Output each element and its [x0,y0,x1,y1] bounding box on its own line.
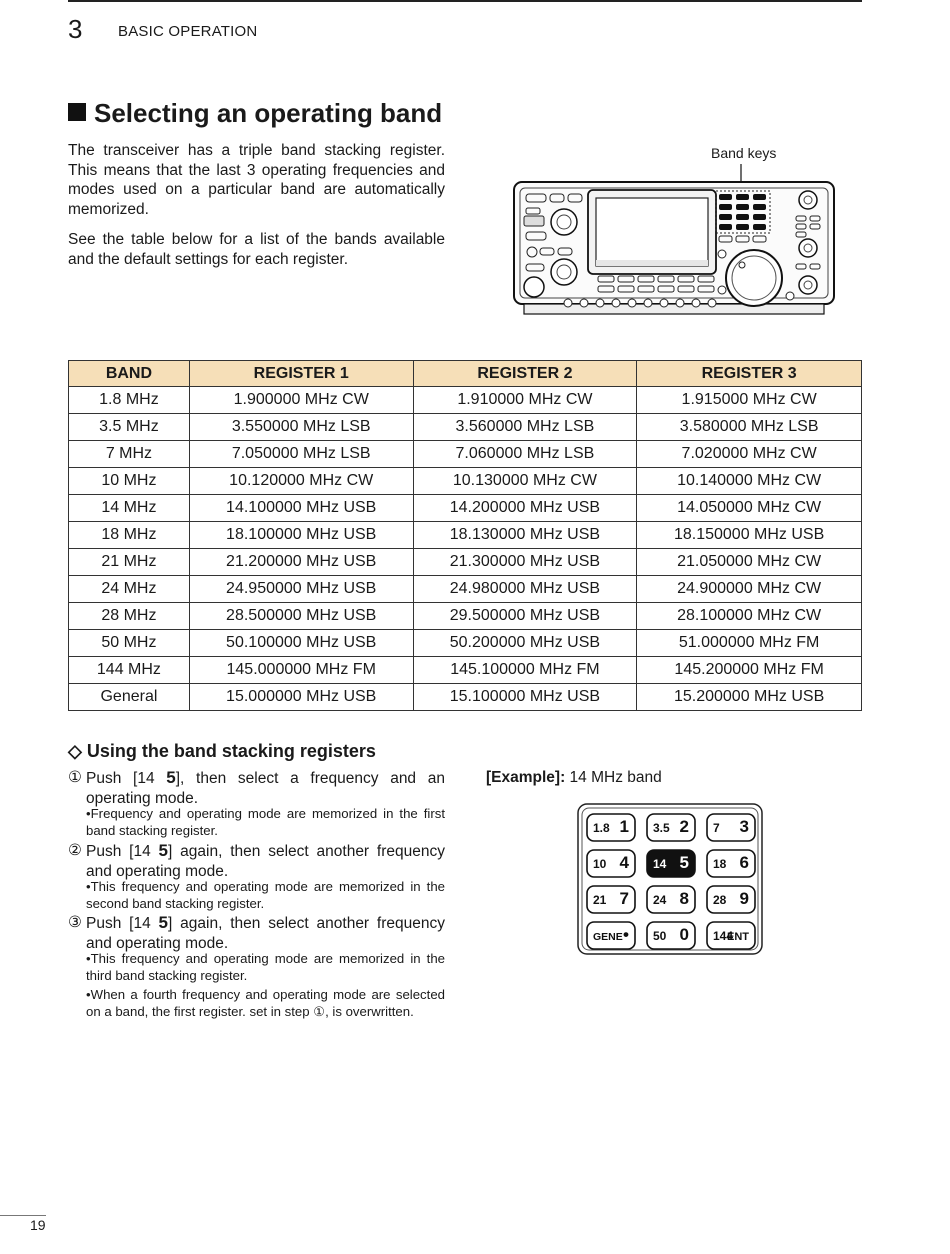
table-row [69,684,862,711]
band-key-7 [707,814,755,841]
register-1-cell: 14.100000 MHz USB [189,495,413,522]
example-caption [486,769,662,787]
register-2-cell: 50.200000 MHz USB [413,630,637,657]
register-3-cell: 14.050000 MHz CW [637,495,862,522]
step-key: 5 [158,841,169,860]
step-3-bullet-2: •When a fourth frequency and operating mode are selected on a band, the first register. set in step ①, is overwritten. [86,987,445,1020]
register-1-cell: 28.500000 MHz USB [189,603,413,630]
band-cell: 3.5 MHz [69,414,190,441]
table-row [69,495,862,522]
key-digit-label: 4 [619,853,629,872]
example-label: [Example]: [486,769,566,786]
key-digit-label: 5 [679,853,689,872]
step-text-pre: Push [14 [86,915,159,932]
key-band-label: 3.5 [653,821,670,835]
register-1-cell: 1.900000 MHz CW [189,387,413,414]
page-number: 19 [30,1217,46,1233]
chapter-number: 3 [68,14,83,44]
table-row [69,387,862,414]
band-key-3.5 [647,814,695,841]
step-2-bullet-1: •This frequency and operating mode are memorized in the second band stacking register. [86,879,445,912]
step-text [86,768,445,808]
key-digit-label: 8 [679,889,689,908]
table-row [69,441,862,468]
register-3-cell: 10.140000 MHz CW [637,468,862,495]
register-3-cell: 15.200000 MHz USB [637,684,862,711]
register-1-cell: 50.100000 MHz USB [189,630,413,657]
band-cell: 50 MHz [69,630,190,657]
key-digit-label: 3 [739,817,749,836]
register-2-cell: 18.130000 MHz USB [413,522,637,549]
square-bullet-icon [68,103,86,121]
key-band-label: 10 [593,857,607,871]
step-text-pre: Push [14 [86,770,167,787]
key-band-label: 18 [713,857,727,871]
register-1-cell: 18.100000 MHz USB [189,522,413,549]
chapter-title: BASIC OPERATION [118,23,258,40]
register-3-cell: 7.020000 MHz CW [637,441,862,468]
register-1-cell: 10.120000 MHz CW [189,468,413,495]
step-number: ① [68,769,82,786]
step-number: ② [68,842,82,859]
bullet-text: When a fourth frequency and operating mode are selected on a band, the first register. set in step ①, is overwritten. [86,987,445,1020]
intro-paragraph-2: See the table below for a list of the bands available and the default settings for each register. [68,231,445,268]
band-key-18 [707,850,755,877]
key-band-label: 14 [653,857,667,871]
band-key-10 [587,850,635,877]
footer-rule [0,1215,46,1216]
key-digit-label: • [623,925,629,944]
table-row [69,657,862,684]
step-key: 5 [166,768,176,787]
register-3-cell: 1.915000 MHz CW [637,387,862,414]
bullet-text: Frequency and operating mode are memorized in the first band stacking register. [86,806,445,839]
diamond-icon: ◇ [68,741,82,761]
band-cell: 18 MHz [69,522,190,549]
band-cell: 14 MHz [69,495,190,522]
step-text [86,913,445,953]
intro-paragraph-1: The transceiver has a triple band stacking register. This means that the last 3 operating frequencies and modes used on a particular band are automatically memorized. [68,142,445,218]
column-header-band: BAND [69,361,190,387]
band-cell: 21 MHz [69,549,190,576]
band-cell: 7 MHz [69,441,190,468]
register-2-cell: 24.980000 MHz USB [413,576,637,603]
table-row [69,576,862,603]
register-3-cell: 24.900000 MHz CW [637,576,862,603]
section-title-text: Selecting an operating band [94,98,443,128]
register-1-cell: 24.950000 MHz USB [189,576,413,603]
register-2-cell: 10.130000 MHz CW [413,468,637,495]
column-header-register-3: REGISTER 3 [637,361,862,387]
step-text-post: ] again, then select another frequency and operating mode. [86,915,445,952]
table-row [69,549,862,576]
table-row [69,603,862,630]
band-cell: 10 MHz [69,468,190,495]
step-text [86,841,445,881]
table-row [69,630,862,657]
key-band-label: 24 [653,893,667,907]
table-row [69,468,862,495]
band-key-14 [647,850,695,877]
register-2-cell: 3.560000 MHz LSB [413,414,637,441]
section-title [68,98,442,129]
column-header-register-1: REGISTER 1 [189,361,413,387]
register-2-cell: 145.100000 MHz FM [413,657,637,684]
bullet-text: This frequency and operating mode are memorized in the second band stacking register. [86,879,445,912]
register-2-cell: 29.500000 MHz USB [413,603,637,630]
step-3-bullet-1: •This frequency and operating mode are memorized in the third band stacking register. [86,951,445,984]
key-digit-label: ENT [727,931,749,943]
band-keys-label: Band keys [711,145,777,161]
register-1-cell: 21.200000 MHz USB [189,549,413,576]
table-header-row [69,361,862,387]
band-cell: General [69,684,190,711]
example-text: 14 MHz band [565,769,662,786]
band-cell: 1.8 MHz [69,387,190,414]
step-2 [68,841,445,881]
register-3-cell: 145.200000 MHz FM [637,657,862,684]
register-1-cell: 3.550000 MHz LSB [189,414,413,441]
band-key-28 [707,886,755,913]
band-cell: 144 MHz [69,657,190,684]
key-band-label: 50 [653,929,667,943]
key-band-label: 144 [713,929,734,943]
register-3-cell: 28.100000 MHz CW [637,603,862,630]
band-cell: 24 MHz [69,576,190,603]
band-key-1.8 [587,814,635,841]
band-register-table [68,360,862,711]
band-key-50 [647,922,695,949]
key-digit-label: 6 [739,853,749,872]
transceiver-illustration [512,160,837,318]
band-cell: 28 MHz [69,603,190,630]
column-header-register-2: REGISTER 2 [413,361,637,387]
key-digit-label: 1 [619,817,629,836]
register-3-cell: 21.050000 MHz CW [637,549,862,576]
register-1-cell: 7.050000 MHz LSB [189,441,413,468]
band-key-24 [647,886,695,913]
key-digit-label: 0 [679,925,689,944]
table-row [69,414,862,441]
step-3 [68,913,445,953]
table-row [69,522,862,549]
usage-title [68,741,376,762]
step-number: ③ [68,914,82,931]
band-key-21 [587,886,635,913]
band-keypad-illustration [577,803,763,955]
register-2-cell: 14.200000 MHz USB [413,495,637,522]
register-3-cell: 51.000000 MHz FM [637,630,862,657]
key-band-label: 21 [593,893,607,907]
register-3-cell: 18.150000 MHz USB [637,522,862,549]
key-band-label: 28 [713,893,727,907]
key-digit-label: 9 [739,889,749,908]
register-2-cell: 7.060000 MHz LSB [413,441,637,468]
register-3-cell: 3.580000 MHz LSB [637,414,862,441]
key-digit-label: 2 [679,817,689,836]
bullet-text: This frequency and operating mode are memorized in the third band stacking register. [86,951,445,984]
register-2-cell: 21.300000 MHz USB [413,549,637,576]
key-band-label: 1.8 [593,821,610,835]
step-1 [68,768,445,808]
register-1-cell: 15.000000 MHz USB [189,684,413,711]
key-digit-label: 7 [619,889,629,908]
band-key-gene [587,922,635,949]
key-band-label: 7 [713,821,720,835]
register-1-cell: 145.000000 MHz FM [189,657,413,684]
step-key: 5 [158,913,169,932]
register-2-cell: 15.100000 MHz USB [413,684,637,711]
step-text-post: ] again, then select another frequency and operating mode. [86,843,445,880]
usage-title-text: Using the band stacking registers [86,741,376,761]
header-rule [68,0,862,2]
step-text-pre: Push [14 [86,843,159,860]
key-band-label: GENE [593,931,623,943]
step-1-bullet-1: •Frequency and operating mode are memorized in the first band stacking register. [86,806,445,839]
register-2-cell: 1.910000 MHz CW [413,387,637,414]
band-key-144 [707,922,755,949]
step-text-post: ], then select a frequency and an operating mode. [86,770,445,807]
